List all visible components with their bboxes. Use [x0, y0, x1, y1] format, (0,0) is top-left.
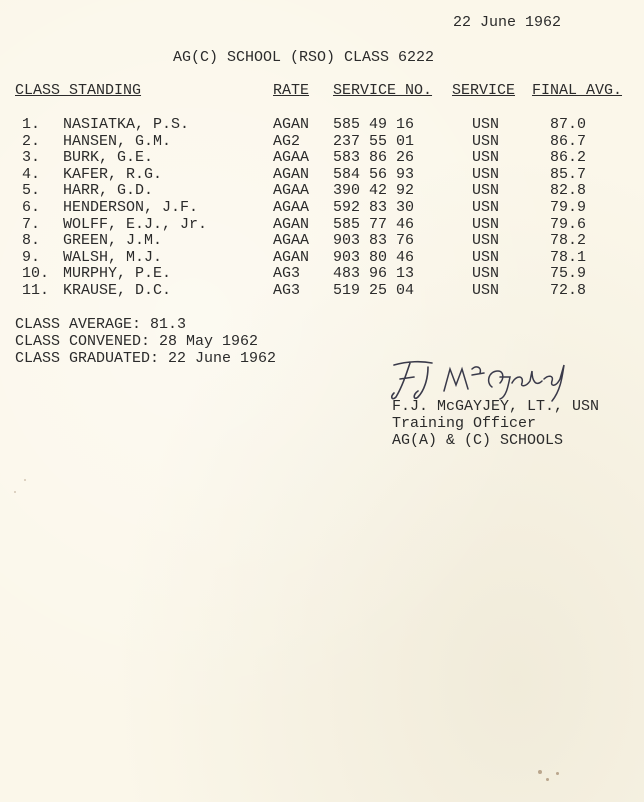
- row-name: BURK, G.E.: [63, 149, 154, 167]
- row-name: HARR, G.D.: [63, 182, 154, 200]
- row-final-avg: 79.6: [550, 215, 587, 233]
- standings-table: [0, 117, 644, 300]
- signer-name: F.J. McGAYJEY, LT., USN: [392, 398, 600, 415]
- row-service-no: 585 49 16: [333, 116, 415, 133]
- row-number: 5.: [22, 182, 41, 200]
- row-service-no: 903 80 46: [333, 248, 415, 266]
- row-final-avg: 75.9: [550, 265, 587, 283]
- row-final-avg: 72.8: [550, 281, 587, 299]
- row-final-avg: 78.2: [550, 232, 587, 250]
- row-service: USN: [472, 215, 500, 233]
- row-service-no: 585 77 46: [333, 215, 415, 233]
- table-row: [0, 134, 644, 151]
- row-rate: AGAA: [273, 182, 310, 200]
- row-name: MURPHY, P.E.: [63, 265, 172, 283]
- row-rate: AGAN: [273, 248, 310, 266]
- row-final-avg: 82.8: [550, 182, 587, 200]
- row-number: 3.: [22, 149, 41, 167]
- row-final-avg: 86.7: [550, 132, 587, 150]
- row-rate: AGAN: [273, 165, 310, 183]
- row-name: HANSEN, G.M.: [63, 132, 172, 150]
- table-row: [0, 233, 644, 250]
- table-row: [0, 117, 644, 134]
- row-number: 7.: [22, 215, 41, 233]
- header-service: SERVICE: [452, 82, 516, 99]
- row-number: 4.: [22, 165, 41, 183]
- row-number: 9.: [22, 248, 41, 266]
- row-final-avg: 78.1: [550, 248, 587, 266]
- row-service: USN: [472, 248, 500, 266]
- row-rate: AGAA: [273, 149, 310, 167]
- row-service-no: 584 56 93: [333, 165, 415, 183]
- row-final-avg: 86.2: [550, 149, 587, 167]
- paper-speck: [546, 778, 549, 781]
- handwritten-signature: [388, 357, 588, 403]
- table-row: [0, 283, 644, 300]
- row-rate: AGAN: [273, 116, 310, 133]
- row-number: 6.: [22, 198, 41, 216]
- row-service: USN: [472, 198, 500, 216]
- row-rate: AG2: [273, 132, 301, 150]
- class-average: CLASS AVERAGE: 81.3: [15, 316, 187, 333]
- class-convened: CLASS CONVENED: 28 May 1962: [15, 333, 259, 350]
- paper-speck: [556, 772, 559, 775]
- table-row: [0, 183, 644, 200]
- row-number: 2.: [22, 132, 41, 150]
- row-service: USN: [472, 165, 500, 183]
- row-name: WOLFF, E.J., Jr.: [63, 215, 208, 233]
- signature-text: F.J. McGayjey: [388, 357, 396, 358]
- row-service-no: 592 83 30: [333, 198, 415, 216]
- row-service: USN: [472, 232, 500, 250]
- paper-speck: [24, 479, 26, 481]
- header-rate: RATE: [273, 82, 310, 99]
- row-service: USN: [472, 149, 500, 167]
- signer-title: Training Officer: [392, 415, 537, 432]
- header-class-standing: CLASS STANDING: [15, 82, 142, 99]
- row-service-no: 237 55 01: [333, 132, 415, 150]
- table-row: [0, 167, 644, 184]
- table-row: [0, 217, 644, 234]
- row-final-avg: 85.7: [550, 165, 587, 183]
- table-row: [0, 150, 644, 167]
- row-service-no: 903 83 76: [333, 232, 415, 250]
- row-service: USN: [472, 182, 500, 200]
- row-rate: AGAA: [273, 198, 310, 216]
- row-service-no: 390 42 92: [333, 182, 415, 200]
- row-rate: AG3: [273, 265, 301, 283]
- row-service-no: 583 86 26: [333, 149, 415, 167]
- row-number: 8.: [22, 232, 41, 250]
- header-final-avg: FINAL AVG.: [532, 82, 623, 99]
- row-name: NASIATKA, P.S.: [63, 116, 190, 133]
- row-rate: AGAA: [273, 232, 310, 250]
- row-name: HENDERSON, J.F.: [63, 198, 199, 216]
- row-name: GREEN, J.M.: [63, 232, 163, 250]
- signer-organization: AG(A) & (C) SCHOOLS: [392, 432, 564, 449]
- row-service: USN: [472, 281, 500, 299]
- class-summary: [15, 316, 276, 367]
- row-service: USN: [472, 116, 500, 133]
- row-rate: AGAN: [273, 215, 310, 233]
- row-number: 10.: [22, 265, 50, 283]
- document-title: AG(C) SCHOOL (RSO) CLASS 6222: [173, 49, 435, 66]
- row-rate: AG3: [273, 281, 301, 299]
- signature-block: [392, 398, 599, 449]
- class-graduated: CLASS GRADUATED: 22 June 1962: [15, 350, 277, 367]
- table-row: [0, 200, 644, 217]
- table-row: [0, 250, 644, 267]
- document-date: 22 June 1962: [453, 14, 562, 31]
- paper-speck: [538, 770, 542, 774]
- row-service: USN: [472, 265, 500, 283]
- row-final-avg: 79.9: [550, 198, 587, 216]
- row-name: WALSH, M.J.: [63, 248, 163, 266]
- row-name: KRAUSE, D.C.: [63, 281, 172, 299]
- row-service-no: 519 25 04: [333, 281, 415, 299]
- paper-speck: [14, 491, 16, 493]
- row-number: 11.: [22, 281, 50, 299]
- row-service-no: 483 96 13: [333, 265, 415, 283]
- header-service-no: SERVICE NO.: [333, 82, 433, 99]
- row-final-avg: 87.0: [550, 116, 587, 133]
- row-name: KAFER, R.G.: [63, 165, 163, 183]
- table-row: [0, 266, 644, 283]
- row-service: USN: [472, 132, 500, 150]
- row-number: 1.: [22, 116, 41, 133]
